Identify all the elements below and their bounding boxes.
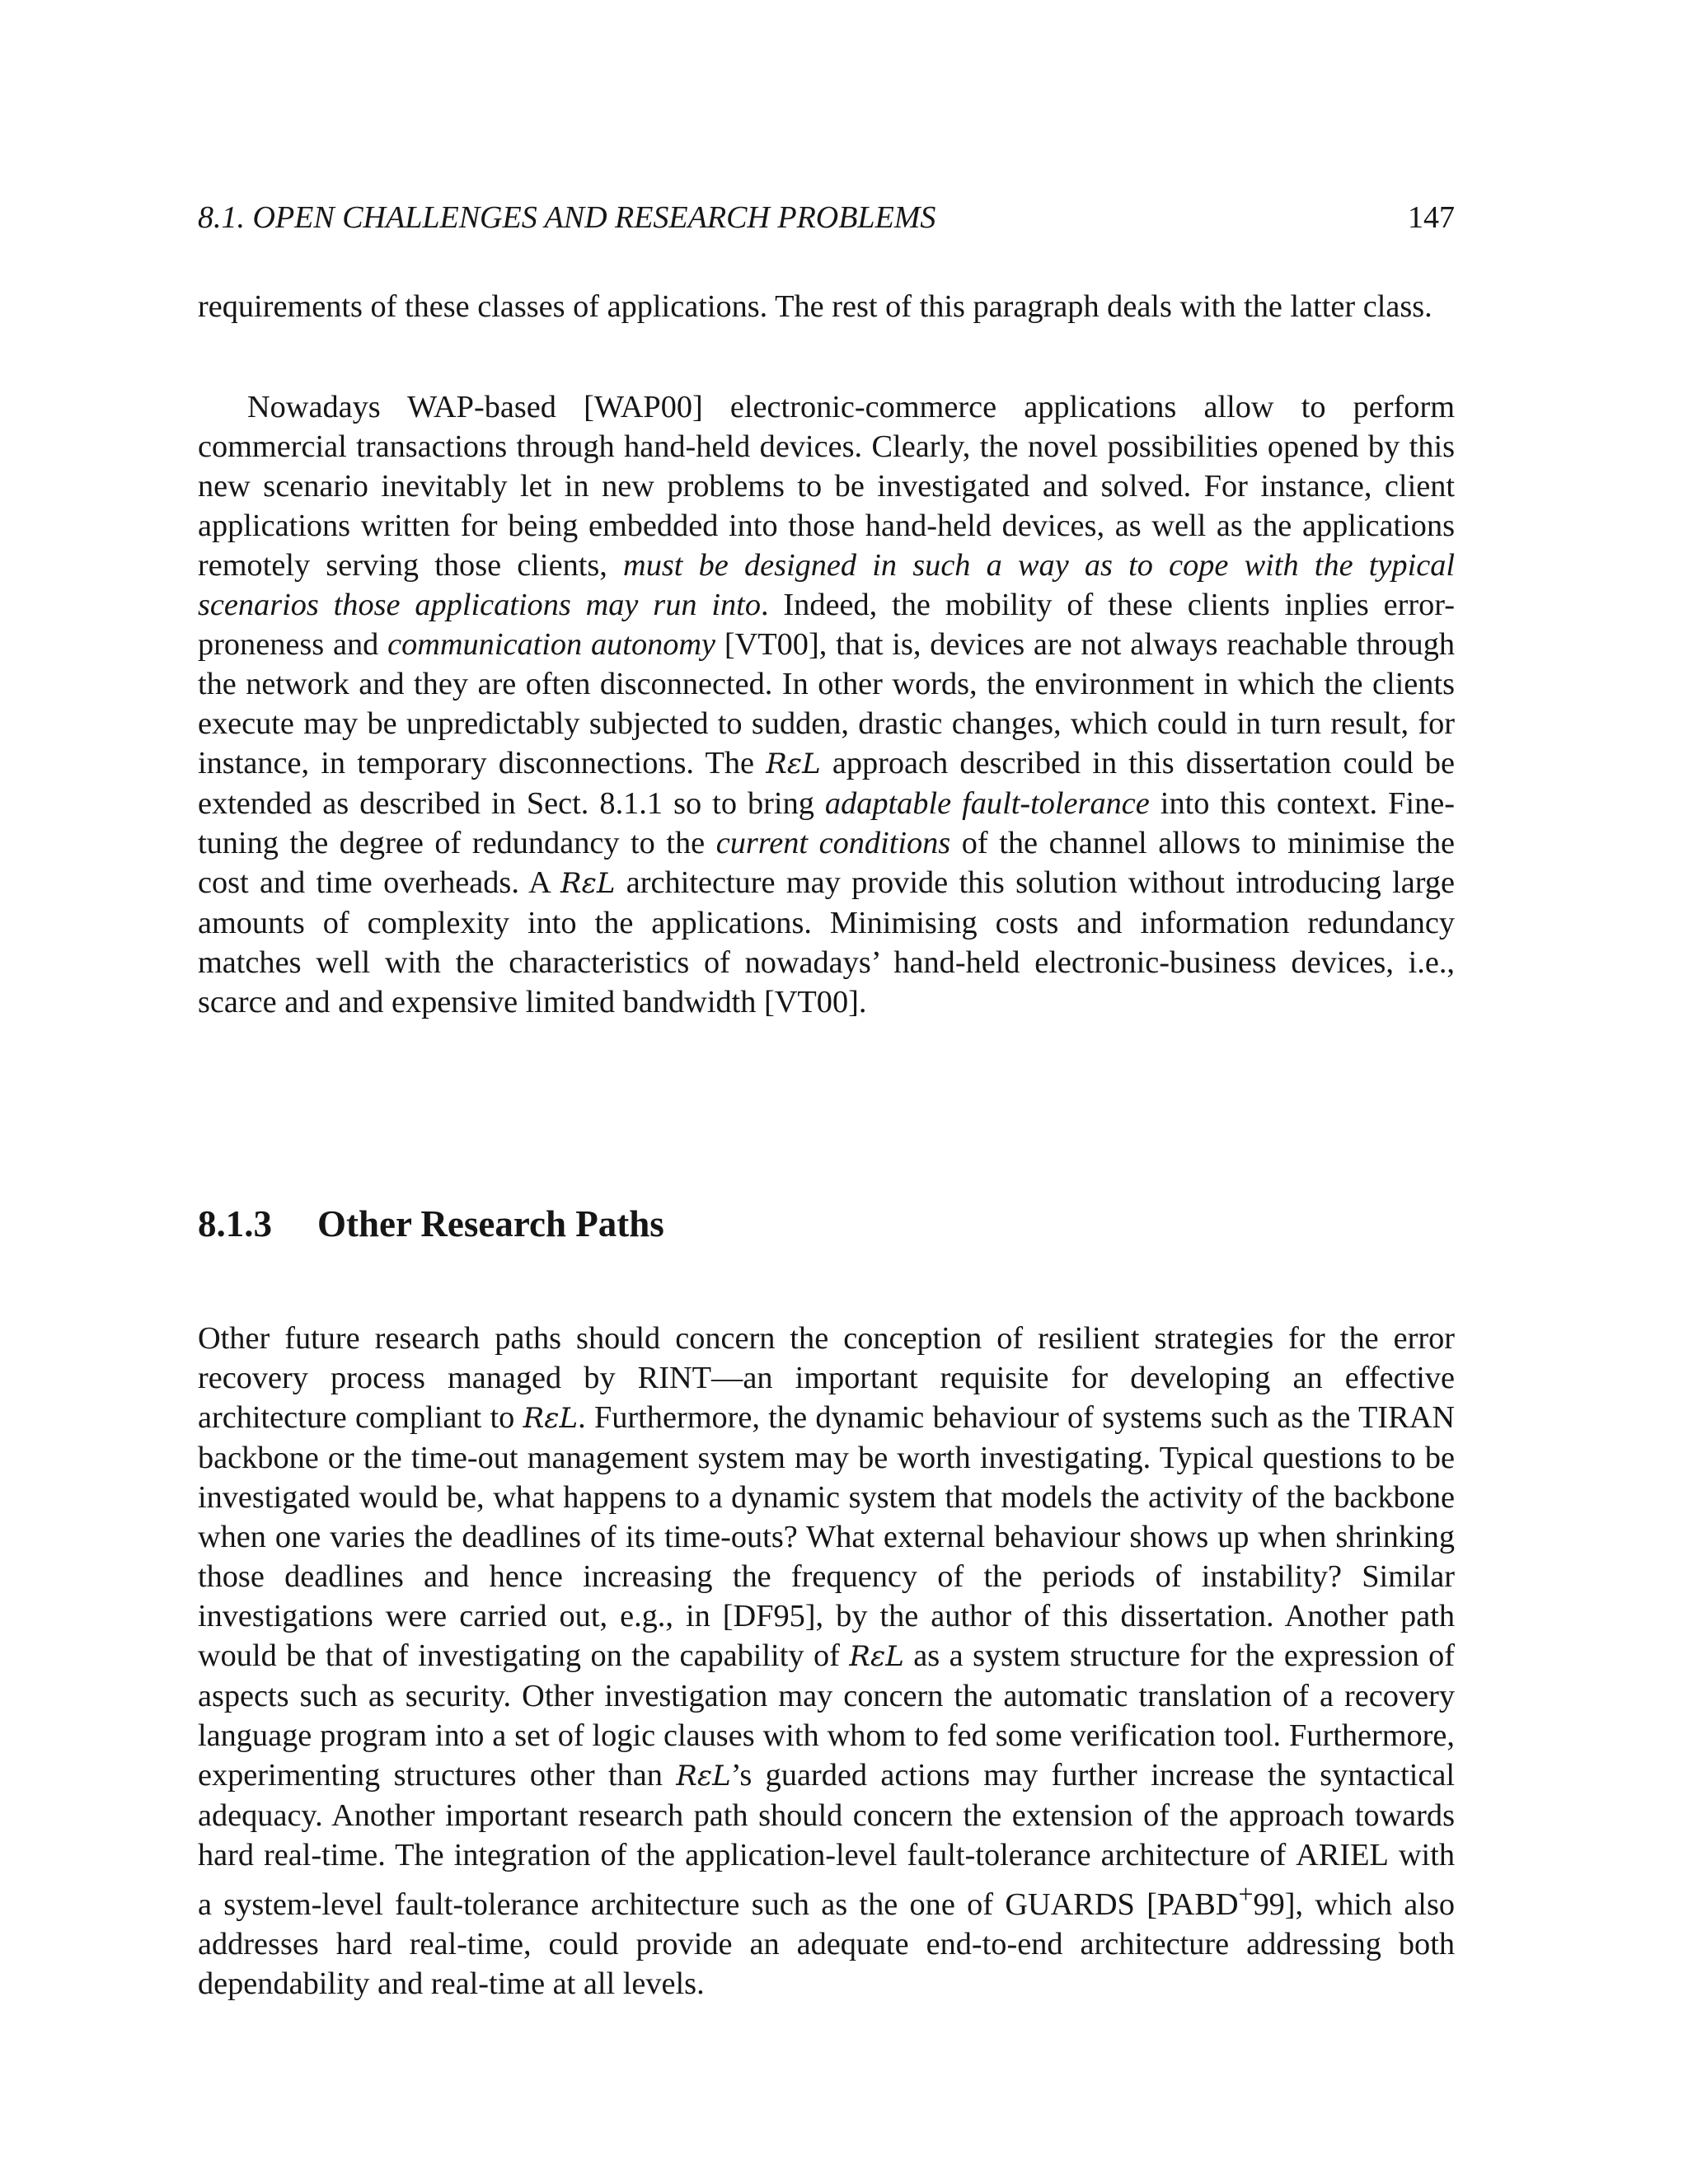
- running-header: [198, 199, 1455, 241]
- emphasis-text: current conditions: [715, 826, 951, 860]
- text-run: Other future research paths should concern the conception of resilient strategies for the error recovery process managed by RINT—an important requisite for developing an effective architecture compliant to: [198, 1321, 1455, 1435]
- text-run: Nowadays WAP-based [WAP00] electronic-commerce applications allow to perform commercial transactions through hand-held devices. Clearly, the novel possibilities opened by this new scenario inevitably let in new problems to be investigated and solved. For instance, client applications written for being embedded into those hand-held devices, as well as the applications remotely serving those clients,: [198, 390, 1455, 583]
- text-run: approach described in this dissertation could be extended as described in Sect. 8.1.1 so to bring: [198, 746, 1455, 821]
- running-header-title: 8.1. OPEN CHALLENGES AND RESEARCH PROBLEMS: [198, 200, 936, 235]
- rel-symbol: RεL: [766, 748, 821, 780]
- rel-symbol: RεL: [849, 1640, 904, 1673]
- rel-symbol: RεL: [560, 867, 616, 900]
- section-title: Other Research Paths: [317, 1203, 664, 1244]
- paragraph-text: requirements of these classes of applications. The rest of this paragraph deals with the latter class.: [198, 289, 1432, 324]
- rel-symbol: RεL: [676, 1760, 731, 1793]
- text-run: . Indeed, the mobility of these clients inplies error-proneness and: [198, 588, 1455, 662]
- text-run: architecture may provide this solution without introducing large amounts of complexity into the applications. Minimising costs and information redundancy matches well with the characteristics of nowadays’ hand-held electronic-business devices, i.e., scarce and and expensive limited bandwidth [VT00].: [198, 865, 1455, 1019]
- text-run: 99], which also addresses hard real-time, could provide an adequate end-to-end architecture addressing both dependability and real-time at all levels.: [198, 1886, 1455, 2001]
- emphasis-text: adaptable fault-tolerance: [824, 786, 1150, 821]
- section-number: 8.1.3: [198, 1203, 272, 1244]
- text-run: ’s guarded actions may further increase the syntactical adequacy. Another important research path should concern the extension of the approach towards hard real-time. The integration of the application-level fault-tolerance architecture of: [198, 1758, 1455, 1872]
- text-run: as a system structure for the expression of aspects such as security. Other investigation may concern the automatic translation of a recovery language program into a set of logic clauses with whom to fed some verification tool. Furthermore, experimenting structures other than: [198, 1638, 1455, 1793]
- superscript-plus: +: [1238, 1880, 1254, 1909]
- paragraph-research-paths: [198, 1319, 1455, 2004]
- page-number: 147: [1408, 200, 1455, 235]
- text-run: with a system-level fault-tolerance architecture such as the one of GUARDS [PABD: [198, 1838, 1455, 1922]
- paragraph-wap-applications: [198, 387, 1455, 1022]
- emphasis-text: communication autonomy: [387, 627, 716, 662]
- text-run: [VT00], that is, devices are not always reachable through the network and they are often disconnected. In other words, the environment in which the clients execute may be unpredictably subjected to sudden, drastic changes, which could in turn result, for instance, in temporary disconnections. The: [198, 627, 1456, 780]
- ariel-name: ARIEL: [1296, 1838, 1389, 1872]
- paragraph-continuation: [198, 287, 1455, 326]
- rel-symbol: RεL: [523, 1402, 579, 1435]
- text-run: into this context. Fine-tuning the degree of redundancy to the: [198, 786, 1456, 860]
- text-run: of the channel allows to minimise the cost and time overheads. A: [198, 826, 1455, 900]
- emphasis-text: must be designed in such a way as to cope with the typical scenarios those applications may run into: [198, 548, 1455, 622]
- text-run: . Furthermore, the dynamic behaviour of systems such as the TIRAN backbone or the time-out management system may be worth investigating. Typical questions to be investigated would be, what happens to a dynamic system that models the activity of the backbone when one varies the deadlines of its time-outs? What external behaviour shows up when shrinking those deadlines and hence increasing the frequency of the periods of instability? Similar investigations were carried out, e.g., in [DF95], by the author of this dissertation. Another path would be that of investigating on the capability of: [198, 1400, 1456, 1673]
- section-heading: [198, 1199, 664, 1249]
